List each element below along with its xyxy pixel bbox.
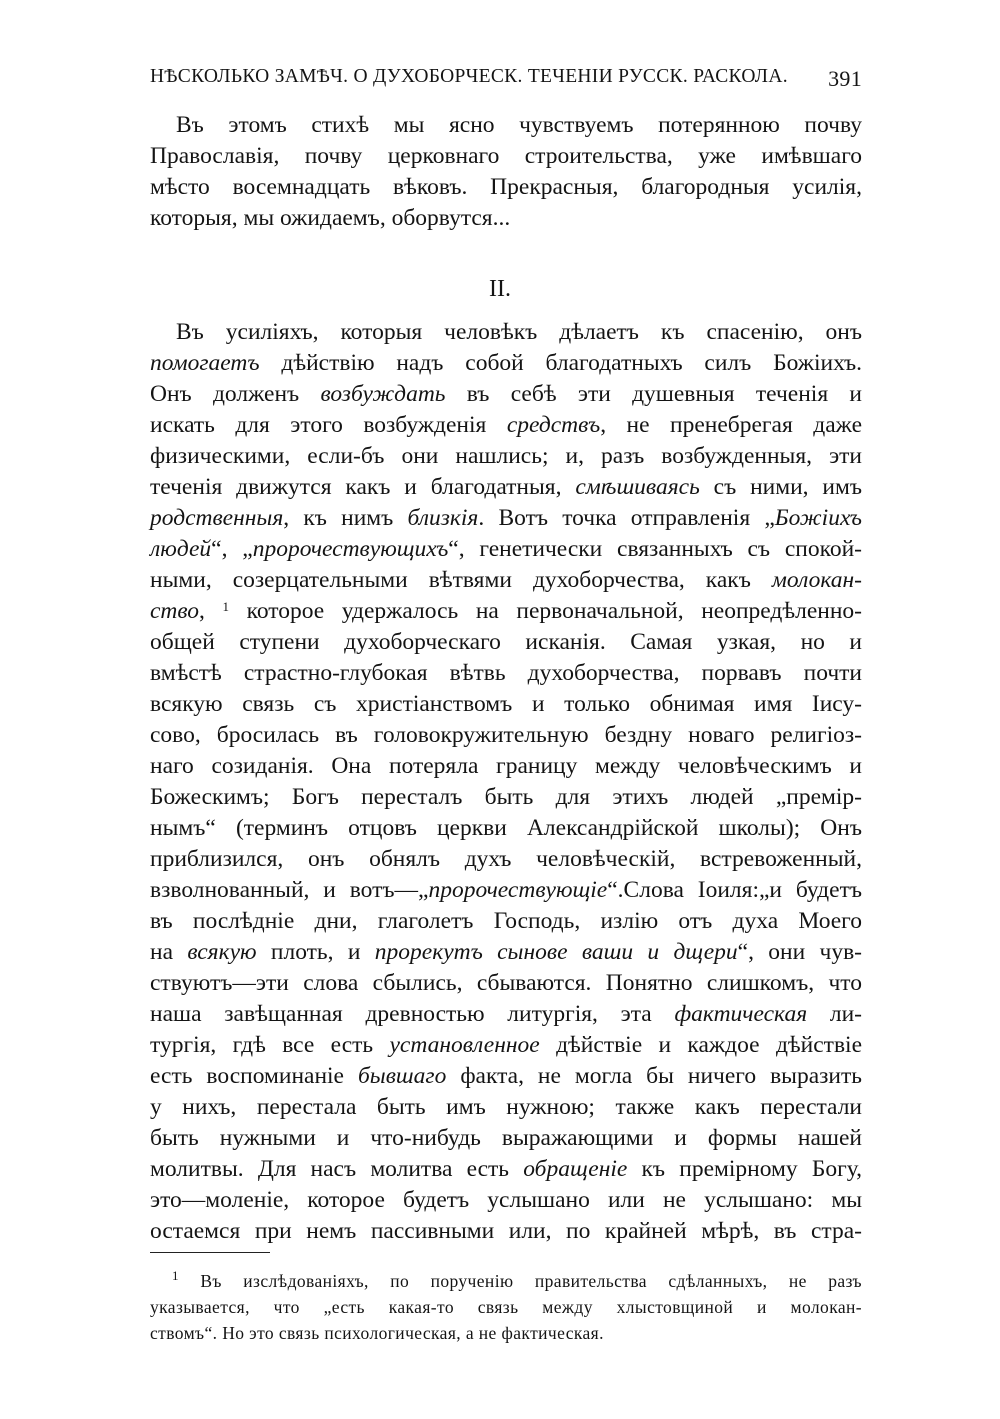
italic-term: установленное — [389, 1032, 540, 1058]
footnote-marker: 1 — [222, 599, 230, 614]
text-line — [150, 1061, 862, 1092]
text-run: “, генетически связанныхъ съ спокой- — [448, 536, 862, 562]
text-line — [150, 596, 862, 627]
text-run: плоть, и — [256, 939, 375, 965]
text-line: нымъ“ (терминъ отцовъ церкви Александрійской школы); Онъ — [150, 815, 862, 841]
text-run: факта, не могла бы ничего выразить — [446, 1063, 862, 1089]
text-line: приблизился, онъ обнялъ духъ человѣческій, встревоженный, — [150, 846, 862, 872]
text-run: , къ нимъ — [283, 505, 408, 531]
italic-term: прорекутъ сынове ваши и дщери — [374, 939, 738, 965]
italic-term: смѣшиваясь — [575, 474, 700, 500]
text-line: въ послѣдніе дни, глаголетъ Господь, излію отъ духа Моего — [150, 908, 862, 934]
italic-term: помогаетъ — [150, 350, 260, 376]
text-run: съ ними, имъ — [699, 474, 862, 500]
italic-term: пророчествующихъ — [252, 536, 449, 562]
text-line: общей ступени духоборческаго исканія. Самая узкая, но и — [150, 629, 862, 655]
text-run: на — [150, 939, 188, 965]
italic-term: близкія — [407, 505, 479, 531]
text-line: вмѣстѣ страстно-глубокая вѣтвь духоборчества, порвавъ почти — [150, 660, 862, 686]
italic-term: ство — [150, 598, 200, 624]
text-run: искать для этого возбужденія — [150, 412, 507, 438]
text-line: ствуютъ—эти слова сбылись, сбываются. Понятно слишкомъ, что — [150, 970, 862, 996]
italic-term: пророчествующіе — [428, 877, 608, 903]
text-run: , — [199, 598, 223, 624]
page-number: 391 — [828, 66, 862, 91]
text-run: дѣйствію надъ собой благодатныхъ силъ Божіихъ. — [259, 350, 862, 376]
italic-term: родственныя — [150, 505, 284, 531]
footnote-line: ствомъ“. Но это связь психологическая, а не фактическая. — [150, 1323, 604, 1343]
text-line: это—моленіе, которое будетъ услышано или не услышано: мы — [150, 1187, 862, 1213]
text-line: у нихъ, перестала быть имъ нужною; также какъ перестали — [150, 1094, 862, 1120]
text-line: Въ этомъ стихѣ мы ясно чувствуемъ потерянною почву — [176, 112, 862, 138]
text-run: . Вотъ точка отправленія „ — [478, 505, 775, 531]
text-run: “, „ — [211, 536, 253, 562]
footnote-line — [172, 1268, 862, 1294]
text-line — [150, 999, 862, 1030]
text-line — [150, 875, 862, 906]
text-line: мѣсто восемнадцать вѣковъ. Прекрасныя, благородныя усилія, — [150, 174, 862, 200]
italic-term: всякую — [187, 939, 257, 965]
footnote-marker: 1 — [172, 1268, 179, 1283]
text-line: Православія, почву церковнаго строительства, уже имѣвшаго — [150, 143, 862, 169]
footnote-divider — [150, 1252, 270, 1253]
italic-term: бывшаго — [357, 1063, 447, 1089]
text-line: всякую связь съ христіанствомъ и только обнимая имя Іису- — [150, 691, 862, 717]
text-run: Онъ долженъ — [150, 381, 321, 407]
text-line — [150, 565, 862, 596]
text-run: есть воспоминаніе — [150, 1063, 358, 1089]
text-line — [150, 503, 862, 534]
italic-term: фактическая — [674, 1001, 808, 1027]
text-line: Въ усиліяхъ, которыя человѣкъ дѣлаетъ къ спасенію, онъ — [176, 319, 862, 345]
text-run: которое удержалось на первоначальной, неопредѣленно- — [229, 598, 862, 624]
text-line: быть нужными и что-нибудь выражающими и формы нашей — [150, 1125, 862, 1151]
italic-term: молокан- — [771, 567, 862, 593]
text-line — [150, 937, 862, 968]
text-run: взволнованный, и вотъ—„ — [150, 877, 429, 903]
text-run: “, они чув- — [737, 939, 863, 965]
text-run: дѣйствіе и каждое дѣйствіе — [539, 1032, 862, 1058]
text-line: остаемся при немъ пассивными или, по крайней мѣрѣ, въ стра- — [150, 1218, 862, 1244]
italic-term: обращеніе — [523, 1156, 628, 1182]
text-line — [150, 348, 862, 379]
text-line: физическими, если-бъ они нашлись; и, разъ возбужденныя, эти — [150, 443, 862, 469]
text-line: которыя, мы ожидаемъ, оборвутся... — [150, 205, 511, 231]
text-run: , не пренебрегая даже — [600, 412, 862, 438]
text-line: наго созиданія. Она потеряла границу между человѣческимъ и — [150, 753, 862, 779]
text-line — [150, 472, 862, 503]
text-run: Въ изслѣдованіяхъ, по порученію правительства сдѣланныхъ, не разъ — [178, 1271, 862, 1291]
text-line: сово, бросилась въ головокружительную бездну новаго религіоз- — [150, 722, 862, 748]
italic-term: возбуждать — [320, 381, 446, 407]
text-run: молитвы. Для насъ молитва есть — [150, 1156, 524, 1182]
italic-term: Божіихъ — [774, 505, 862, 531]
text-line — [150, 379, 862, 410]
text-run: тургія, гдѣ все есть — [150, 1032, 390, 1058]
text-line — [150, 1030, 862, 1061]
text-run: къ премірному Богу, — [627, 1156, 862, 1182]
text-line: Божескимъ; Богъ пересталъ быть для этихъ людей „премір- — [150, 784, 862, 810]
text-run: ли- — [807, 1001, 862, 1027]
text-run: теченія движутся какъ и благодатныя, — [150, 474, 576, 500]
text-run: “.Слова Іоиля:„и будетъ — [607, 877, 862, 903]
running-title: НѢСКОЛЬКО ЗАМѢЧ. О ДУХОБОРЧЕСК. ТЕЧЕНІИ РУССК. РАСКОЛА. — [150, 66, 788, 87]
text-run: наша завѣщанная древностью литургія, эта — [150, 1001, 675, 1027]
section-number: II. — [489, 276, 511, 302]
text-run: въ себѣ эти душевныя теченія и — [445, 381, 862, 407]
text-line — [150, 410, 862, 441]
text-run: ными, созерцательными вѣтвями духоборчества, какъ — [150, 567, 772, 593]
text-line — [150, 1154, 862, 1185]
text-line — [150, 534, 862, 565]
footnote-line: указывается, что „есть какая-то связь между хлыстовщиной и молокан- — [150, 1297, 862, 1317]
italic-term: людей — [150, 536, 212, 562]
running-header — [150, 66, 862, 92]
italic-term: средствъ — [506, 412, 601, 438]
